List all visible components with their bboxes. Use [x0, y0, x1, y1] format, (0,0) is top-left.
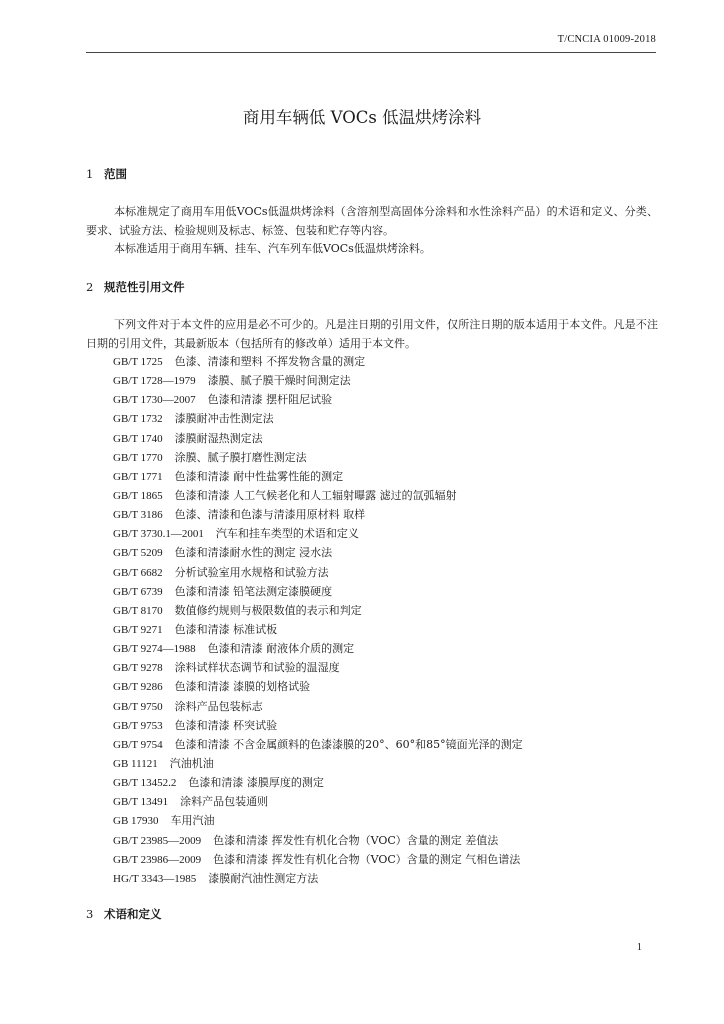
reference-code: GB/T 9278: [113, 662, 163, 675]
reference-code: GB/T 1730—2007: [113, 394, 196, 407]
reference-item: [113, 869, 523, 888]
section-number: 1: [86, 167, 94, 181]
section-number: 3: [86, 907, 94, 921]
reference-code: GB 17930: [113, 815, 159, 828]
reference-title: 色漆和清漆 摆杆阻尼试验: [207, 393, 333, 407]
header-divider: [86, 52, 656, 53]
reference-item: [113, 467, 523, 486]
reference-title: 色漆和清漆 挥发性有机化合物（VOC）含量的测定 气相色谱法: [213, 852, 521, 866]
reference-title: 车用汽油: [170, 814, 215, 828]
reference-code: GB/T 9286: [113, 681, 163, 694]
reference-title: 漆膜耐湿热测定法: [174, 431, 263, 445]
reference-code: GB/T 9271: [113, 623, 163, 636]
reference-code: GB/T 9750: [113, 700, 163, 713]
reference-item: [113, 563, 523, 582]
reference-code: GB/T 1728—1979: [113, 375, 196, 388]
reference-code: GB/T 23986—2009: [113, 853, 202, 866]
reference-code: GB/T 9754: [113, 738, 163, 751]
reference-title: 涂料产品包装通则: [180, 795, 269, 809]
reference-code: GB/T 1740: [113, 432, 163, 445]
reference-item: [113, 792, 523, 811]
reference-title: 色漆和清漆 耐液体介质的测定: [207, 642, 355, 656]
reference-code: GB/T 13452.2: [113, 777, 177, 790]
reference-title: 色漆、清漆和色漆与清漆用原材料 取样: [174, 508, 366, 522]
reference-title: 漆膜耐冲击性测定法: [174, 412, 274, 426]
reference-code: GB/T 1732: [113, 413, 163, 426]
reference-code: GB/T 1865: [113, 489, 163, 502]
section-title: 规范性引用文件: [104, 280, 185, 294]
section-1-heading: [86, 166, 127, 182]
section-3-heading: [86, 906, 162, 922]
reference-title: 色漆和清漆 挥发性有机化合物（VOC）含量的测定 差值法: [213, 833, 499, 847]
reference-item: [113, 850, 523, 869]
reference-item: [113, 448, 523, 467]
reference-item: [113, 371, 523, 390]
reference-item: [113, 409, 523, 428]
reference-item: [113, 773, 523, 792]
reference-title: 漆膜耐汽油性测定方法: [208, 871, 319, 885]
reference-title: 汽油机油: [169, 756, 214, 770]
reference-title: 色漆和清漆 人工气候老化和人工辐射曝露 滤过的氙弧辐射: [174, 488, 457, 502]
reference-code: GB/T 6682: [113, 566, 163, 579]
reference-code: GB/T 9274—1988: [113, 643, 196, 656]
reference-item: [113, 524, 523, 543]
reference-code: GB/T 1771: [113, 470, 163, 483]
reference-item: [113, 754, 523, 773]
reference-title: 涂料试样状态调节和试验的温湿度: [174, 661, 340, 675]
document-title: 商用车辆低 VOCs 低温烘烤涂料: [242, 108, 482, 127]
page-number: 1: [636, 942, 642, 953]
reference-item: [113, 543, 523, 562]
reference-title: 色漆和清漆 耐中性盐雾性能的测定: [174, 469, 344, 483]
reference-code: HG/T 3343—1985: [113, 872, 197, 885]
reference-item: [113, 390, 523, 409]
reference-item: [113, 735, 523, 754]
reference-code: GB/T 3730.1—2001: [113, 528, 204, 541]
reference-item: [113, 639, 523, 658]
reference-item: [113, 429, 523, 448]
reference-title: 涂膜、腻子膜打磨性测定法: [174, 450, 307, 464]
section-title: 范围: [104, 167, 127, 181]
reference-title: 色漆和清漆 漆膜厚度的测定: [188, 776, 324, 790]
reference-item: [113, 831, 523, 850]
reference-item: [113, 505, 523, 524]
reference-title: 色漆和清漆耐水性的测定 浸水法: [174, 546, 333, 560]
reference-title: 色漆和清漆 铅笔法测定漆膜硬度: [174, 584, 333, 598]
reference-title: 汽车和挂车类型的术语和定义: [215, 527, 359, 541]
paragraph: 下列文件对于本文件的应用是必不可少的。凡是注日期的引用文件，仅所注日期的版本适用于本文件。凡是不注日期的引用文件，其最新版本（包括所有的修改单）适用于本文件。: [86, 318, 658, 350]
reference-code: GB/T 8170: [113, 604, 163, 617]
section-number: 2: [86, 280, 94, 294]
reference-code: GB/T 5209: [113, 547, 163, 560]
reference-code: GB/T 3186: [113, 509, 163, 522]
section-title: 术语和定义: [104, 907, 162, 921]
reference-title: 涂料产品包装标志: [174, 699, 263, 713]
reference-item: [113, 352, 523, 371]
reference-code: GB/T 9753: [113, 719, 163, 732]
reference-item: [113, 582, 523, 601]
reference-code: GB/T 13491: [113, 796, 169, 809]
reference-title: 分析试验室用水规格和试验方法: [174, 565, 329, 579]
reference-code: GB/T 1770: [113, 451, 163, 464]
reference-item: [113, 620, 523, 639]
reference-code: GB/T 23985—2009: [113, 834, 202, 847]
reference-title: 漆膜、腻子膜干燥时间测定法: [207, 374, 351, 388]
paragraph: 本标准规定了商用车用低VOCs低温烘烤涂料（含溶剂型高固体分涂料和水性涂料产品）的术语和定义、分类、要求、试验方法、检验规则及标志、标签、包装和贮存等内容。: [86, 205, 658, 237]
reference-title: 色漆和清漆 标准试板: [174, 622, 278, 636]
reference-title: 色漆和清漆 杯突试验: [174, 718, 278, 732]
section-2-heading: [86, 279, 185, 295]
section-2-body: [86, 316, 658, 353]
reference-title: 色漆和清漆 不含金属颜料的色漆漆膜的20°、60°和85°镜面光泽的测定: [174, 737, 523, 751]
reference-item: [113, 658, 523, 677]
reference-item: [113, 601, 523, 620]
reference-item: [113, 697, 523, 716]
reference-title: 数值修约规则与极限数值的表示和判定: [174, 603, 362, 617]
reference-item: [113, 486, 523, 505]
section-1-body: [86, 203, 658, 259]
reference-title: 色漆和清漆 漆膜的划格试验: [174, 680, 311, 694]
paragraph: 本标准适用于商用车辆、挂车、汽车列车低VOCs低温烘烤涂料。: [114, 242, 431, 255]
normative-references-list: [113, 352, 523, 888]
reference-item: [113, 716, 523, 735]
reference-code: GB/T 6739: [113, 585, 163, 598]
standard-code: T/CNCIA 01009-2018: [557, 34, 656, 45]
reference-title: 色漆、清漆和塑料 不挥发物含量的测定: [174, 355, 366, 368]
reference-item: [113, 677, 523, 696]
reference-item: [113, 811, 523, 830]
reference-code: GB 11121: [113, 757, 158, 770]
reference-code: GB/T 1725: [113, 356, 163, 368]
